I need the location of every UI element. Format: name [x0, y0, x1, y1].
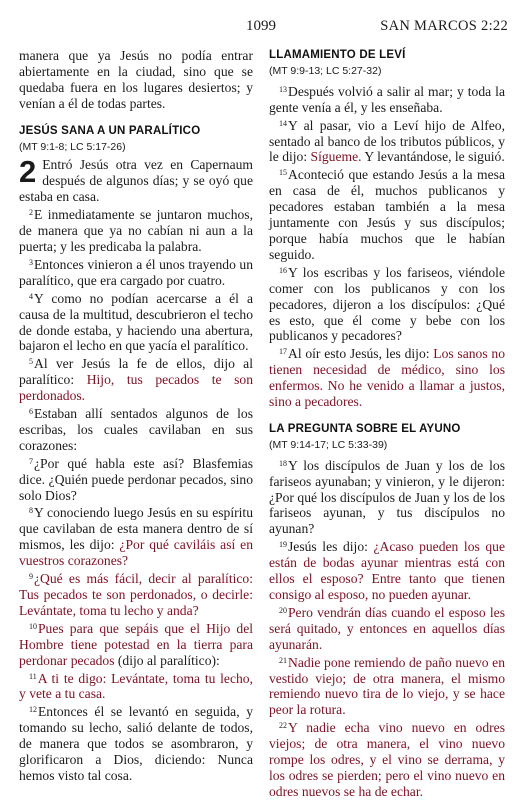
- running-head: SAN MARCOS 2:22: [380, 18, 508, 34]
- intro-paragraph: manera que ya Jesús no podía entrar abiertamente en la ciudad, sino que se quedaba fuera en los lugares desiertos; y venían a él de todas partes.: [19, 48, 253, 111]
- words-of-jesus: Sígueme.: [310, 149, 362, 165]
- words-of-jesus: Y nadie echa vino nuevo en odres viejos; de otra manera, el vino nuevo rompe los odres, y el vino se derrama, y los odres se pierden; pero el vino nuevo en odres nuevos se ha de echar.: [269, 720, 505, 799]
- words-of-jesus: ¿Qué es más fácil, decir al paralítico: Tus pecados te son perdonados, o decirle: Levántate, toma tu lecho y anda?: [19, 571, 253, 618]
- page-number: 1099: [246, 18, 276, 34]
- verse-16: $^{16}$Y los escribas y los fariseos, viéndole comer con los publicanos y con los pecadores, dijeron a los discípulos: ¿Qué es esto, que él come y bebe con los publicanos y pecadores?: [269, 264, 505, 344]
- words-of-jesus: ¿Por qué caviláis así en vuestros corazones?: [19, 537, 254, 569]
- cross-reference: (MT 9:9-13; LC 5:27-32): [269, 64, 382, 77]
- verse-11: $^{11}$A ti te digo: Levántate, toma tu lecho, y vete a tu casa.: [19, 670, 253, 702]
- right-column: [269, 48, 505, 800]
- verse-9: $^9$¿Qué es más fácil, decir al paralítico: Tus pecados te son perdonados, o decirle: Levántate, toma tu lecho y anda?: [19, 571, 253, 618]
- verse-4: $^4$Y como no podían acercarse a él a causa de la multitud, descubrieron el techo de donde estaba, y haciendo una abertura, bajaron el lecho en que yacía el paralítico.: [19, 290, 253, 354]
- section-heading: JESÚS SANA A UN PARALÍTICO: [19, 124, 201, 137]
- words-of-jesus: Pero vendrán días cuando el esposo les será quitado, y entonces en aquellos días ayunarán.: [269, 604, 505, 652]
- words-of-jesus: Los sanos no tienen necesidad de médico, sino los enfermos. No he venido a llamar a justos, sino a pecadores.: [269, 346, 505, 410]
- verse-15: $^{15}$Aconteció que estando Jesús a la mesa en casa de él, muchos publicanos y pecadores estaban también a la mesa juntamente con Jesús y sus discípulos; porque había muchos que le habían seguido.: [269, 167, 505, 262]
- verse-17: $^{17}$Al oír esto Jesús, les dijo: Los sanos no tienen necesidad de médico, sino los enfermos. No he venido a llamar a justos, sino a pecadores.: [269, 346, 505, 410]
- verse-10: $^{10}$Pues para que sepáis que el Hijo del Hombre tiene potestad en la tierra para perdonar pecados (dijo al paralítico):: [19, 620, 253, 668]
- verse-13: $^{13}$Después volvió a salir al mar; y toda la gente venía a él, y les enseñaba.: [269, 83, 505, 115]
- verse-21: $^{21}$Nadie pone remiendo de paño nuevo en vestido viejo; de otra manera, el mismo remiendo nuevo tira de lo viejo, y se hace peor la rotura.: [269, 654, 505, 718]
- words-of-jesus: A ti te digo: Levántate, toma tu lecho, y vete a tu casa.: [19, 670, 253, 702]
- words-of-jesus: Nadie pone remiendo de paño nuevo en vestido viejo; de otra manera, el mismo remiendo nuevo tira de lo viejo, y se hace peor la rotura.: [269, 654, 505, 718]
- verse-14: $^{14}$Y al pasar, vio a Leví hijo de Alfeo, sentado al banco de los tributos públicos, y le dijo: Sígueme. Y levantándose, le siguió.: [269, 117, 505, 165]
- section-heading: LA PREGUNTA SOBRE EL AYUNO: [269, 422, 461, 435]
- page-header: [0, 18, 526, 40]
- cross-reference: (MT 9:14-17; LC 5:33-39): [269, 438, 388, 451]
- verse-19: $^{19}$Jesús les dijo: ¿Acaso pueden los que están de bodas ayunar mientras está con ellos el esposo? Entre tanto que tienen consigo al esposo, no pueden ayunar.: [269, 539, 505, 602]
- words-of-jesus: Pues para que sepáis que el Hijo del Hombre tiene potestad en la tierra para perdonar pecados: [19, 620, 253, 668]
- verse-12: $^{12}$Entonces él se levantó en seguida, y tomando su lecho, salió delante de todos, de manera que todos se asombraron, y glorificaron a Dios, diciendo: Nunca hemos visto tal cosa.: [19, 704, 253, 783]
- cross-reference: (MT 9:1-8; LC 5:17-26): [19, 140, 126, 153]
- verse-8: $^8$Y conociendo luego Jesús en su espíritu que cavilaban de esta manera dentro de sí mismos, les dijo: ¿Por qué caviláis así en vuestros corazones?: [19, 505, 254, 569]
- section-heading: LLAMAMIENTO DE LEVÍ: [269, 49, 406, 61]
- verse-7: $^7$¿Por qué habla este así? Blasfemias dice. ¿Quién puede perdonar pecados, sino solo Dios?: [19, 455, 253, 503]
- verse-22: $^{22}$Y nadie echa vino nuevo en odres viejos; de otra manera, el vino nuevo rompe los odres, y el vino se derrama, y los odres se pierden; pero el vino nuevo en odres nuevos se ha de echar.: [269, 720, 505, 799]
- chapter-number: 2: [19, 154, 37, 190]
- verse-5: $^5$Al ver Jesús la fe de ellos, dijo al paralítico: Hijo, tus pecados te son perdonados.: [19, 356, 253, 404]
- words-of-jesus: ¿Acaso pueden los que están de bodas ayunar mientras está con ellos el esposo? Entre tanto que tienen consigo al esposo, no pueden ayunar.: [269, 539, 505, 602]
- verse-3: $^3$Entonces vinieron a él unos trayendo un paralítico, que era cargado por cuatro.: [19, 256, 253, 288]
- verse-20: $^{20}$Pero vendrán días cuando el esposo les será quitado, y entonces en aquellos días ayunarán.: [269, 604, 505, 652]
- verse-2: $^2$E inmediatamente se juntaron muchos, de manera que ya no cabían ni aun a la puerta; y les predicaba la palabra.: [19, 207, 253, 254]
- verse-1: 2 Entró Jesús otra vez en Capernaum después de algunos días; y se oyó que estaba en casa.: [19, 154, 253, 205]
- left-column: [19, 48, 253, 784]
- words-of-jesus: Hijo, tus pecados te son perdonados.: [19, 372, 253, 404]
- verse-6: $^6$Estaban allí sentados algunos de los escribas, los cuales cavilaban en sus corazones:: [19, 406, 253, 453]
- verse-18: $^{18}$Y los discípulos de Juan y los de los fariseos ayunaban; y vinieron, y le dijeron: ¿Por qué los discípulos de Juan y los de los fariseos ayunan, y tus discípulos no ayunan?: [269, 457, 505, 537]
